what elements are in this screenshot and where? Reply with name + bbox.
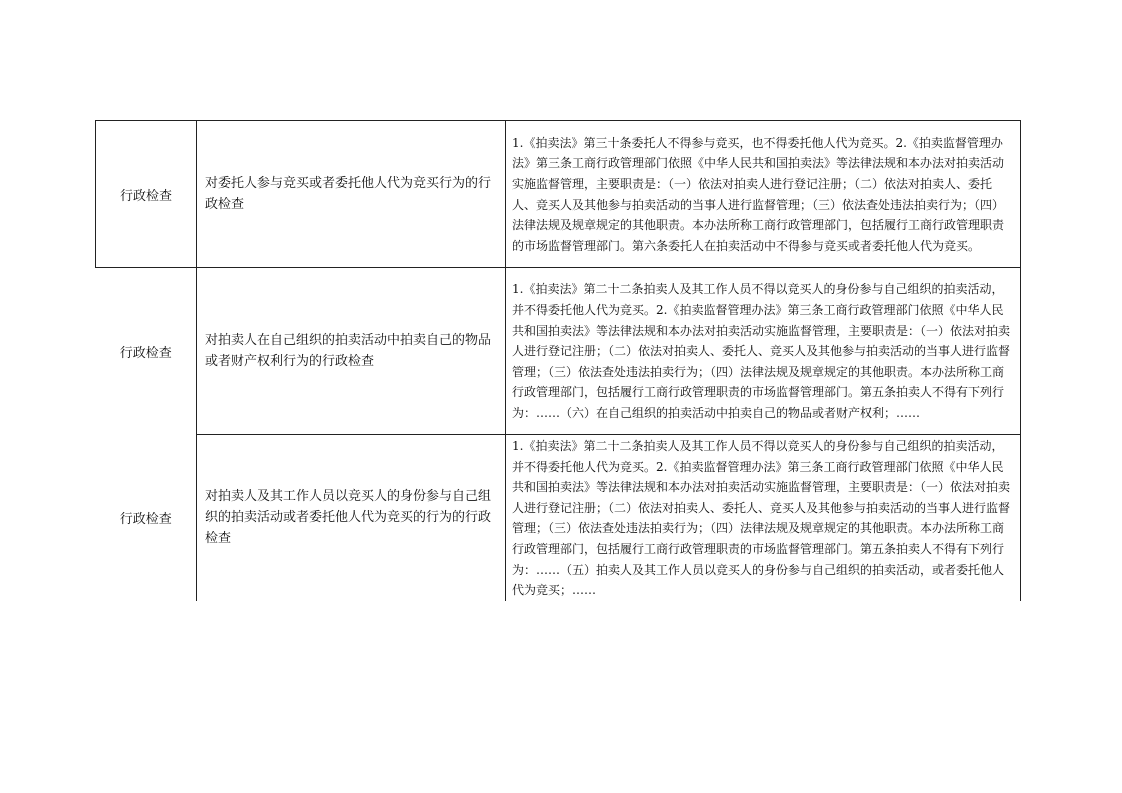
inspection-type-cell: 行政检查	[119, 512, 172, 528]
legal-basis-cell: 1.《拍卖法》第二十二条拍卖人及其工作人员不得以竞买人的身份参与自己组织的拍卖活动，并不得委托他人代为竞买。2.《拍卖监督管理办法》第三条工商行政管理部门依照《中华人民共和国拍卖法》等法律法规和本办法对拍卖活动实施监督管理，主要职责是：（一）依法对拍卖人进行登记注册；（二）依法对拍卖人、委托人、竞买人及其他参与拍卖活动的当事人进行监督管理；（三）依法查处违法拍卖行为；（四）法律法规及规章规定的其他职责。本办法所称工商行政管理部门，包括履行工商行政管理职责的市场监督管理部门。第五条拍卖人不得有下列行为：……（五）拍卖人及其工作人员以竞买人的身份参与自己组织的拍卖活动，或者委托他人代为竞买；……	[506, 435, 1021, 601]
legal-basis-cell: 1.《拍卖法》第三十条委托人不得参与竞买，也不得委托他人代为竞买。2.《拍卖监督管理办法》第三条工商行政管理部门依照《中华人民共和国拍卖法》等法律法规和本办法对拍卖活动实施监督管理，主要职责是：（一）依法对拍卖人进行登记注册；（二）依法对拍卖人、委托人、竞买人及其他参与拍卖活动的当事人进行监督管理；（三）依法查处违法拍卖行为；（四）法律法规及规章规定的其他职责。本办法所称工商行政管理部门，包括履行工商行政管理职责的市场监督管理部门。第六条委托人在拍卖活动中不得参与竞买或者委托他人代为竞买。	[506, 121, 1021, 268]
legal-basis-cell: 1.《拍卖法》第二十二条拍卖人及其工作人员不得以竞买人的身份参与自己组织的拍卖活动，并不得委托他人代为竞买。2.《拍卖监督管理办法》第三条工商行政管理部门依照《中华人民共和国拍卖法》等法律法规和本办法对拍卖活动实施监督管理，主要职责是：（一）依法对拍卖人进行登记注册；（二）依法对拍卖人、委托人、竞买人及其他参与拍卖活动的当事人进行监督管理；（三）依法查处违法拍卖行为；（四）法律法规及规章规定的其他职责。本办法所称工商行政管理部门，包括履行工商行政管理职责的市场监督管理部门。第五条拍卖人不得有下列行为：……（六）在自己组织的拍卖活动中拍卖自己的物品或者财产权利；……	[506, 268, 1021, 435]
inspection-items-table	[95, 120, 1021, 601]
inspection-item-cell: 对拍卖人及其工作人员以竞买人的身份参与自己组织的拍卖活动或者委托他人代为竞买的行为的行政检查	[197, 435, 506, 601]
table-row	[96, 121, 1021, 268]
inspection-type-cell: 行政检查	[119, 345, 172, 361]
table-row	[96, 268, 1021, 435]
inspection-item-cell: 对委托人参与竞买或者委托他人代为竞买行为的行政检查	[197, 121, 506, 268]
inspection-type-cell: 行政检查	[96, 121, 197, 268]
table-row	[96, 435, 1021, 601]
inspection-item-cell: 对拍卖人在自己组织的拍卖活动中拍卖自己的物品或者财产权利行为的行政检查	[197, 268, 506, 435]
